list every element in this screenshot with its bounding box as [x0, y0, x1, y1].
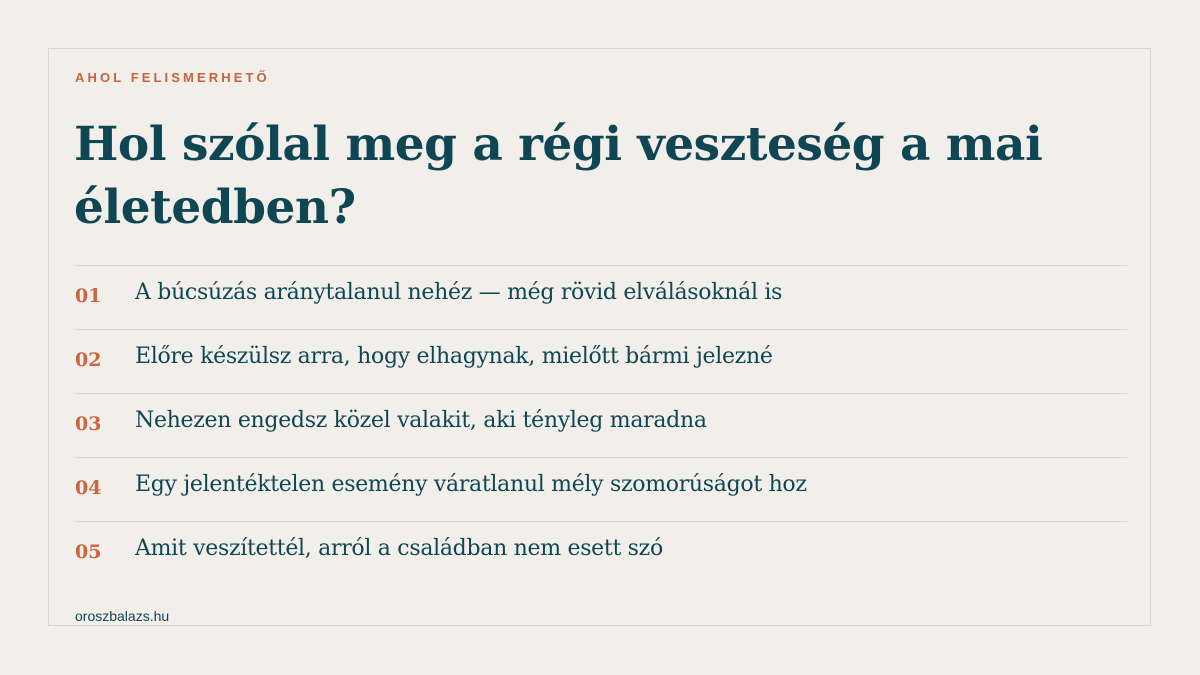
item-number: 04 [75, 477, 102, 499]
eyebrow-label: AHOL FELISMERHETŐ [75, 70, 270, 85]
footer-url: oroszbalazs.hu [75, 608, 170, 624]
slide-title: Hol szólal meg a régi veszteség a mai életedben? [74, 117, 1043, 235]
item-text: Amit veszítettél, arról a családban nem esett szó [135, 536, 663, 561]
item-number: 02 [75, 349, 102, 371]
slide-card [48, 48, 1151, 626]
item-text: Nehezen engedsz közel valakit, aki tényleg maradna [135, 408, 707, 433]
item-text: Előre készülsz arra, hogy elhagynak, mielőtt bármi jelezné [135, 344, 773, 369]
list-item [75, 265, 1127, 329]
item-text: A búcsúzás aránytalanul nehéz — még rövid elválásoknál is [135, 280, 783, 305]
list-item [75, 521, 1127, 585]
list-item [75, 393, 1127, 457]
item-number: 03 [75, 413, 102, 435]
sign-list [75, 265, 1127, 585]
item-text: Egy jelentéktelen esemény váratlanul mély szomorúságot hoz [135, 472, 807, 497]
item-number: 05 [75, 541, 102, 563]
list-item [75, 457, 1127, 521]
item-number: 01 [75, 285, 102, 307]
list-item [75, 329, 1127, 393]
